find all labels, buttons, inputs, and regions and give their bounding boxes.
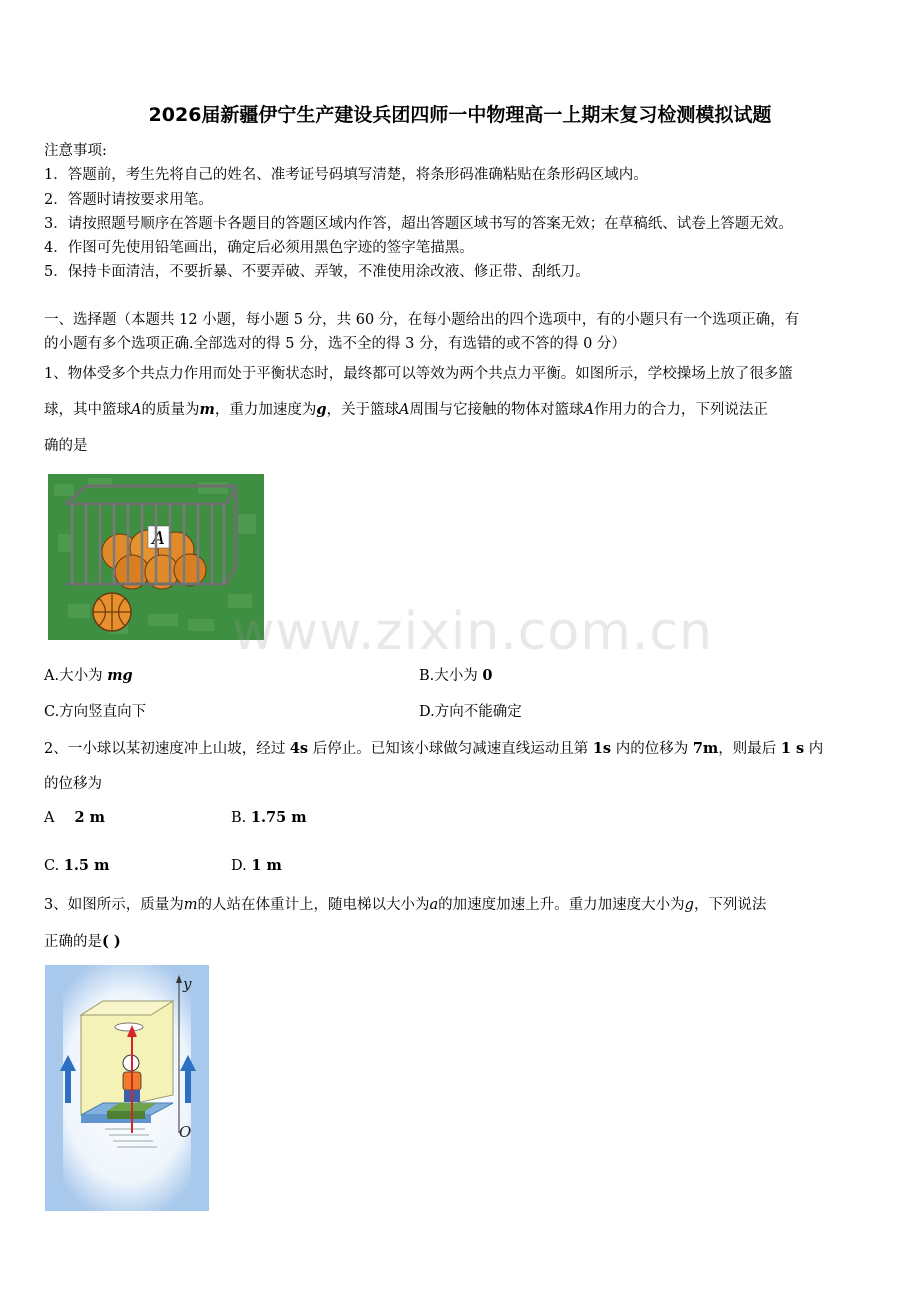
watermark: www.zixin.com.cn — [232, 602, 713, 662]
notice-item: 5．保持卡面清洁，不要折暴、不要弄破、弄皱，不准使用涂改液、修正带、刮纸刀。 — [44, 264, 590, 280]
q1-option-b[interactable]: B.大小为 0 — [419, 667, 493, 684]
q3-line1: 3、如图所示，质量为m的人站在体重计上，随电梯以大小为a的加速度加速上升。重力加速度大小为g，下列说法 — [44, 897, 767, 913]
elevator-figure — [45, 965, 209, 1211]
notice-item: 2．答题时请按要求用笔。 — [44, 192, 213, 208]
q1-option-c[interactable]: C.方向竖直向下 — [44, 704, 147, 720]
q2-option-a[interactable]: A 2 m — [44, 809, 105, 826]
q3-line2: 正确的是( ) — [44, 933, 121, 950]
notice-item: 1．答题前，考生先将自己的姓名、准考证号码填写清楚，将条形码准确粘贴在条形码区域内。 — [44, 167, 648, 183]
notice-item: 3．请按照题号顺序在答题卡各题目的答题区域内作答，超出答题区域书写的答案无效；在草稿纸、试卷上答题无效。 — [44, 216, 793, 232]
page-title: 2026届新疆伊宁生产建设兵团四师一中物理高一上期末复习检测模拟试题 — [148, 104, 772, 126]
section-heading-line1: 一、选择题（本题共 12 小题，每小题 5 分，共 60 分，在每小题给出的四个选项中，有的小题只有一个选项正确，有 — [44, 312, 800, 328]
q1-line2: 球，其中篮球A的质量为m，重力加速度为g，关于篮球A周围与它接触的物体对篮球A作用力的合力，下列说法正 — [44, 401, 768, 418]
q2-option-d[interactable]: D. 1 m — [231, 857, 282, 874]
q2-option-b[interactable]: B. 1.75 m — [231, 809, 307, 826]
notice-heading: 注意事项: — [44, 143, 107, 159]
section-heading-line2: 的小题有多个选项正确.全部选对的得 5 分，选不全的得 3 分，有选错的或不答的得 0 分） — [44, 336, 626, 352]
notice-item: 4．作图可先使用铅笔画出，确定后必须用黑色字迹的签字笔描黑。 — [44, 240, 474, 256]
q1-line1: 1、物体受多个共点力作用而处于平衡状态时，最终都可以等效为两个共点力平衡。如图所示，学校操场上放了很多篮 — [44, 366, 793, 382]
ball-label: A — [152, 528, 165, 549]
q1-option-a[interactable]: A.大小为 mg — [44, 667, 133, 684]
q1-line3: 确的是 — [44, 438, 88, 454]
q2-option-c[interactable]: C. 1.5 m — [44, 857, 110, 874]
q2-line2: 的位移为 — [44, 776, 102, 792]
y-axis-label: y — [183, 975, 192, 993]
origin-label: O — [179, 1123, 192, 1141]
q2-line1: 2、一小球以某初速度冲上山坡，经过 4s 后停止。已知该小球做匀减速直线运动且第 1s 内的位移为 7m，则最后 1 s 内 — [44, 740, 824, 757]
q1-option-d[interactable]: D.方向不能确定 — [419, 704, 522, 720]
